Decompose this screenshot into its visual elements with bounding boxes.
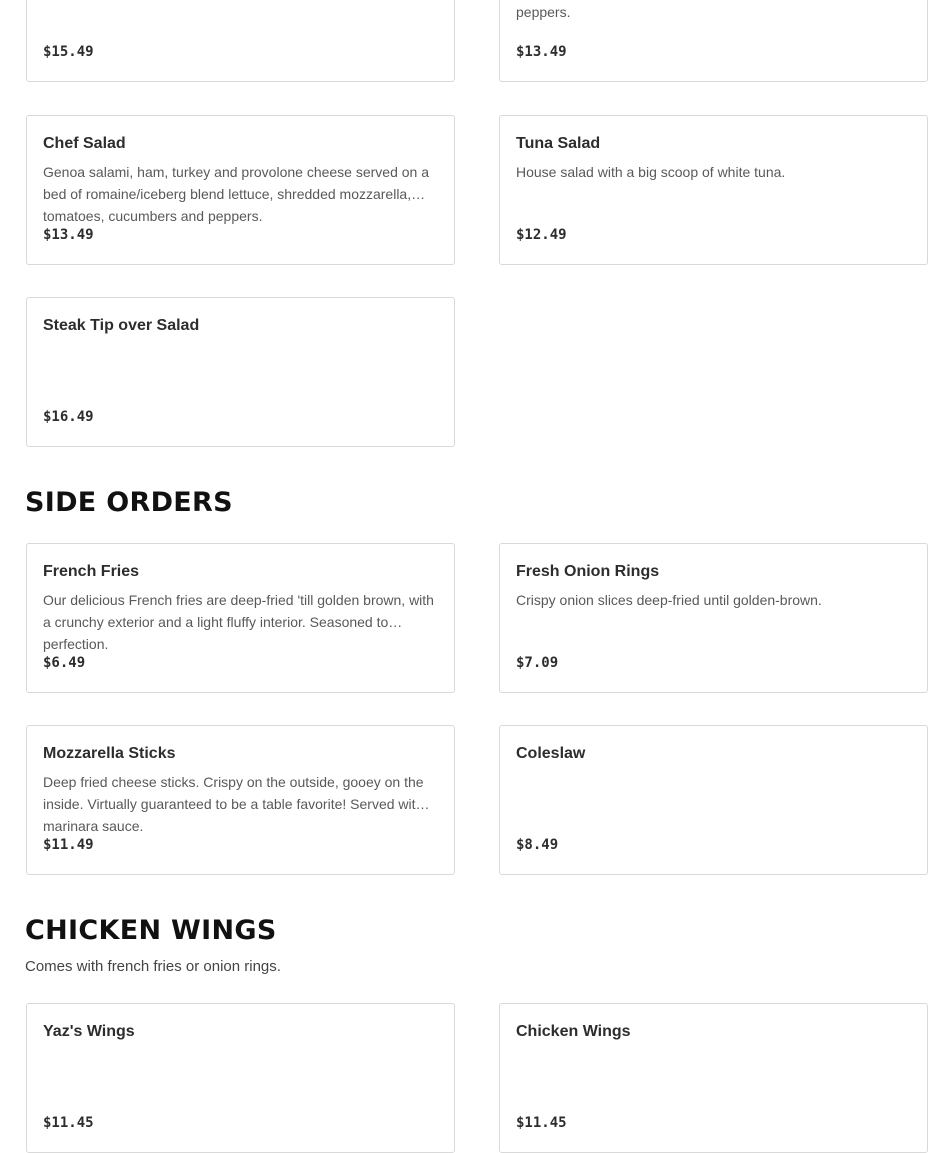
item-name: Fresh Onion Rings <box>516 563 660 580</box>
item-description: Crispy onion slices deep-fried until golden-brown. <box>516 592 822 608</box>
menu-item-card[interactable] <box>499 115 928 265</box>
item-name: Chef Salad <box>43 135 126 152</box>
menu-item-card[interactable] <box>499 0 928 82</box>
menu-item-card[interactable] <box>26 297 455 447</box>
menu-item-card[interactable] <box>499 1003 928 1153</box>
section-subtitle: Comes with french fries or onion rings. <box>25 958 281 975</box>
item-price: $11.45 <box>516 1115 567 1131</box>
item-price: $8.49 <box>516 837 559 853</box>
section-title-side-orders: SIDE ORDERS <box>25 487 233 518</box>
item-name: Coleslaw <box>516 745 586 762</box>
item-description: Genoa salami, ham, turkey and provolone cheese served on a bed of romaine/iceberg blend lettuce, shredded mozzarella, tomatoes, cucumbers and peppers. <box>43 164 430 224</box>
item-description: Our delicious French fries are deep-fried 'till golden brown, with a crunchy exterior and a light fluffy interior. Seasoned to perfection. <box>43 592 434 652</box>
item-description: House salad with a big scoop of white tuna. <box>516 164 786 180</box>
item-name: Steak Tip over Salad <box>43 317 200 334</box>
menu-item-card[interactable] <box>26 1003 455 1153</box>
item-price: $16.49 <box>43 409 94 425</box>
item-price: $7.09 <box>516 655 559 671</box>
item-name: Chicken Wings <box>516 1023 631 1040</box>
menu-item-card[interactable] <box>499 725 928 875</box>
item-description: Deep fried cheese sticks. Crispy on the outside, gooey on the inside. Virtually guaranteed to be a table favorite! Served with marinara sauce. <box>43 774 424 834</box>
item-price: $13.49 <box>43 227 94 243</box>
item-name: French Fries <box>43 563 140 580</box>
item-price: $15.49 <box>43 44 94 60</box>
menu-item-card[interactable] <box>26 543 455 693</box>
item-price: $12.49 <box>516 227 567 243</box>
menu-item-card[interactable] <box>499 543 928 693</box>
menu-item-card[interactable] <box>26 725 455 875</box>
item-price: $6.49 <box>43 655 86 671</box>
section-title-chicken-wings: CHICKEN WINGS <box>25 915 277 946</box>
item-price: $11.45 <box>43 1115 94 1131</box>
item-name: Mozzarella Sticks <box>43 745 176 762</box>
item-name: Tuna Salad <box>516 135 601 152</box>
item-price: $11.49 <box>43 837 94 853</box>
item-price: $13.49 <box>516 44 567 60</box>
item-description: peppers. <box>516 4 571 20</box>
item-name: Yaz's Wings <box>43 1023 135 1040</box>
menu-item-card[interactable] <box>26 115 455 265</box>
menu-item-card[interactable] <box>26 0 455 82</box>
